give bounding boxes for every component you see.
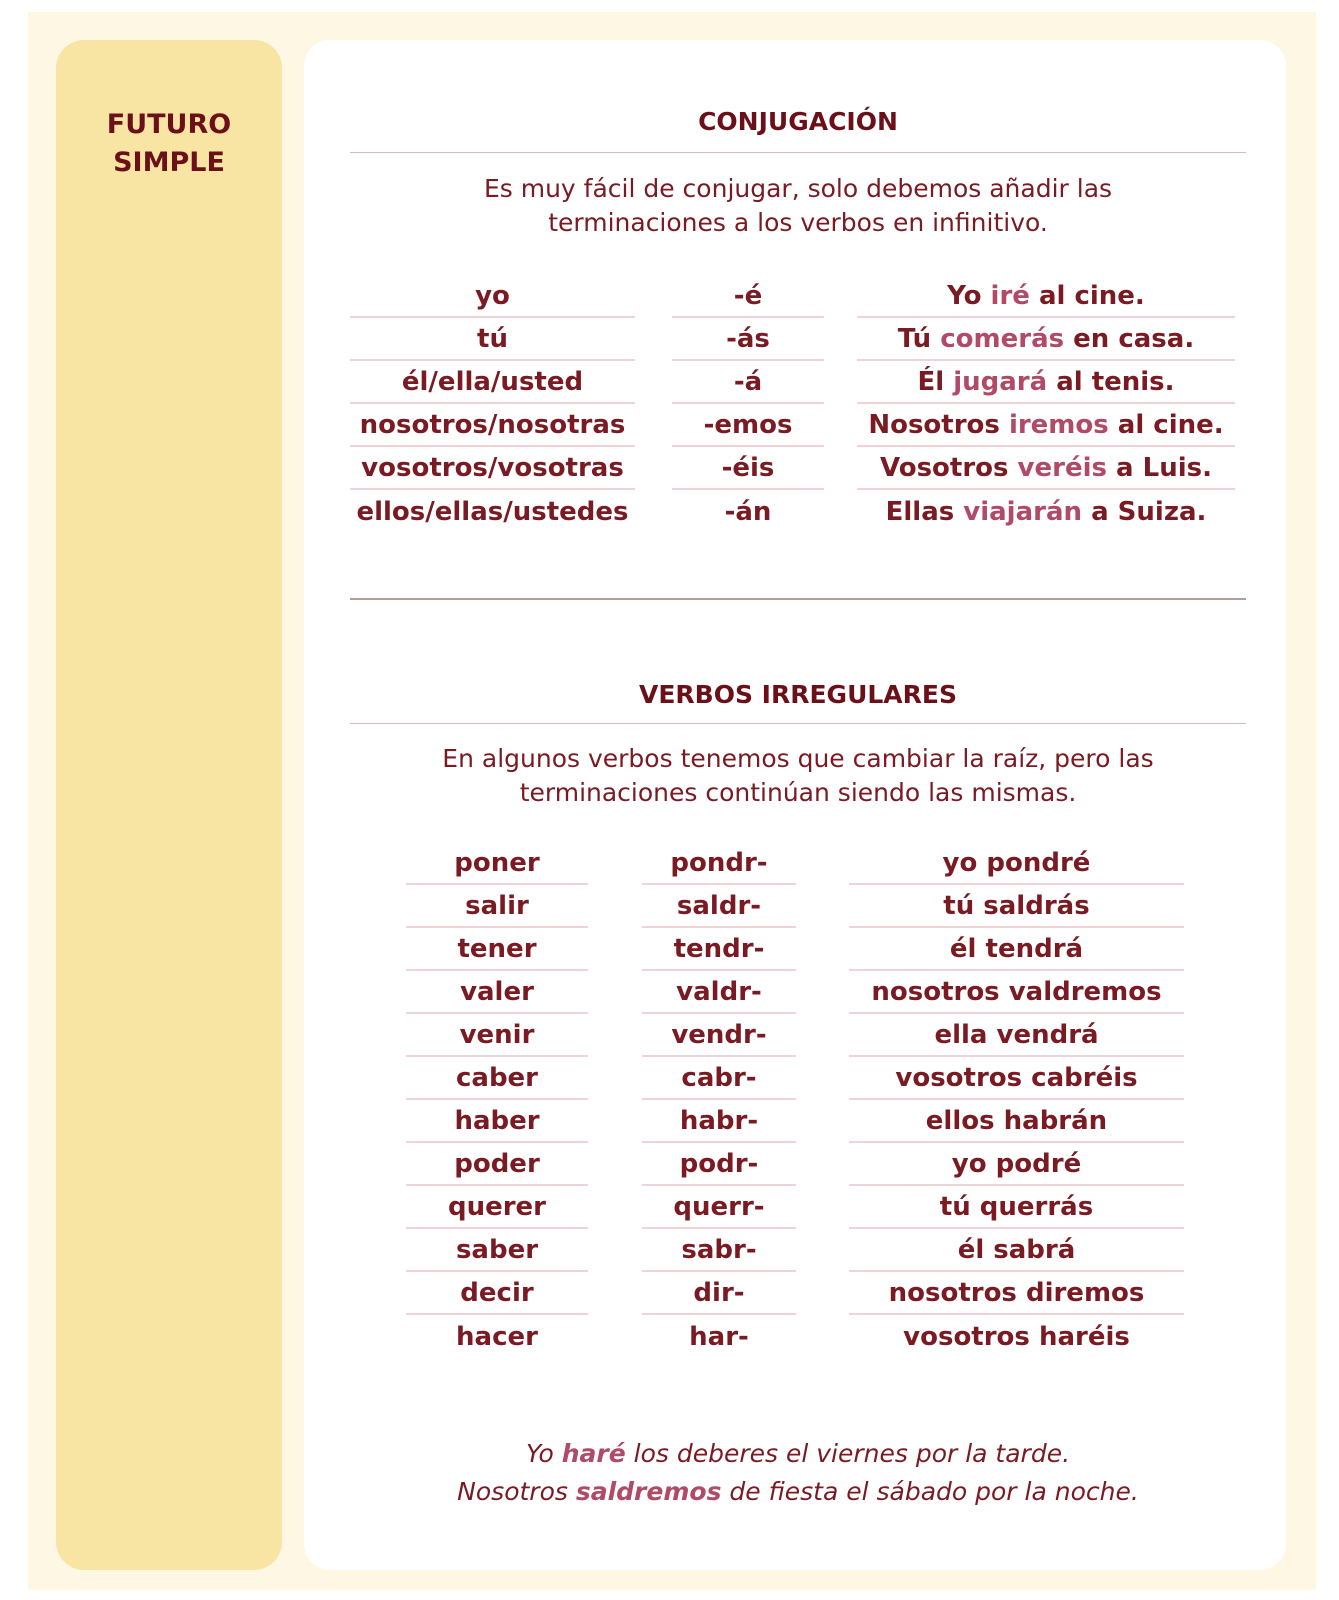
irregular-example-cell: ella vendrá xyxy=(849,1014,1184,1057)
conjugated-verb: iré xyxy=(990,280,1030,311)
example-line: Yo haré los deberes el viernes por la tarde. xyxy=(525,1439,1071,1468)
ending-cell: -án xyxy=(724,496,772,527)
root-cell: vendr- xyxy=(642,1014,796,1057)
infinitive-cell: decir xyxy=(406,1272,588,1315)
irregular-example-cell: ellos habrán xyxy=(849,1100,1184,1143)
example-column xyxy=(857,275,1235,533)
irregulares-intro: En algunos verbos tenemos que cambiar la raíz, pero las terminaciones continúan siendo las mismas. xyxy=(442,744,1154,807)
ending-cell: -éis xyxy=(672,447,824,490)
pronoun-cell: vosotros/vosotras xyxy=(350,447,635,490)
conjugated-verb: comerás xyxy=(940,323,1065,354)
sidebar-title: FUTURO SIMPLE xyxy=(106,109,232,178)
irregulares-title: VERBOS IRREGULARES xyxy=(638,680,957,709)
sidebar xyxy=(56,40,282,1570)
root-cell: habr- xyxy=(642,1100,796,1143)
conjugated-verb: jugará xyxy=(953,366,1048,397)
infinitive-column xyxy=(406,842,588,1358)
pronoun-cell: él/ella/usted xyxy=(350,361,635,404)
root-cell: pondr- xyxy=(642,842,796,885)
irregular-example-cell: yo pondré xyxy=(849,842,1184,885)
conjugated-verb: iremos xyxy=(1008,409,1109,440)
pronoun-cell: yo xyxy=(350,275,635,318)
irregular-example-cell: tú saldrás xyxy=(849,885,1184,928)
root-cell: har- xyxy=(689,1321,749,1352)
infinitive-cell: caber xyxy=(406,1057,588,1100)
example-sentence: Vosotros veréis a Luis. xyxy=(857,447,1235,490)
example-sentence: Tú comerás en casa. xyxy=(857,318,1235,361)
ending-cell: -ás xyxy=(672,318,824,361)
highlighted-verb: saldremos xyxy=(575,1477,722,1506)
root-cell: tendr- xyxy=(642,928,796,971)
root-cell: sabr- xyxy=(642,1229,796,1272)
ending-column xyxy=(672,275,824,533)
ending-cell: -é xyxy=(672,275,824,318)
root-cell: saldr- xyxy=(642,885,796,928)
root-cell: podr- xyxy=(642,1143,796,1186)
highlighted-verb: haré xyxy=(561,1439,626,1468)
irregular-example-column xyxy=(849,842,1184,1358)
irregular-example-cell: yo podré xyxy=(849,1143,1184,1186)
infinitive-cell: poder xyxy=(406,1143,588,1186)
infinitive-cell: querer xyxy=(406,1186,588,1229)
infinitive-cell: valer xyxy=(406,971,588,1014)
root-cell: querr- xyxy=(642,1186,796,1229)
ending-cell: -emos xyxy=(672,404,824,447)
irregulares-rule xyxy=(350,723,1246,724)
infinitive-cell: poner xyxy=(406,842,588,885)
irregular-example-cell: él sabrá xyxy=(849,1229,1184,1272)
example-sentences xyxy=(350,1435,1246,1511)
infinitive-cell: saber xyxy=(406,1229,588,1272)
irregular-example-cell: nosotros valdremos xyxy=(849,971,1184,1014)
example-sentence: Yo iré al cine. xyxy=(857,275,1235,318)
conjugacion-rule xyxy=(350,152,1246,153)
conjugated-verb: viajarán xyxy=(963,496,1083,527)
conjugated-verb: veréis xyxy=(1017,452,1107,483)
infinitive-cell: salir xyxy=(406,885,588,928)
conjugacion-title: CONJUGACIÓN xyxy=(698,107,898,136)
irregular-example-cell: vosotros cabréis xyxy=(849,1057,1184,1100)
example-line: Nosotros saldremos de fiesta el sábado por la noche. xyxy=(457,1477,1139,1506)
infinitive-cell: hacer xyxy=(456,1321,538,1352)
root-column xyxy=(642,842,796,1358)
example-sentence: Nosotros iremos al cine. xyxy=(857,404,1235,447)
infinitive-cell: tener xyxy=(406,928,588,971)
conjugacion-intro: Es muy fácil de conjugar, solo debemos añadir las terminaciones a los verbos en infinitivo. xyxy=(483,174,1113,237)
infinitive-cell: venir xyxy=(406,1014,588,1057)
root-cell: valdr- xyxy=(642,971,796,1014)
pronoun-cell: ellos/ellas/ustedes xyxy=(356,496,629,527)
pronoun-cell: nosotros/nosotras xyxy=(350,404,635,447)
pronoun-column xyxy=(350,275,635,533)
irregular-example-cell: él tendrá xyxy=(849,928,1184,971)
example-sentence: Ellas viajarán a Suiza. xyxy=(885,496,1207,527)
irregular-example-cell: nosotros diremos xyxy=(849,1272,1184,1315)
irregular-example-cell: tú querrás xyxy=(849,1186,1184,1229)
ending-cell: -á xyxy=(672,361,824,404)
section-divider xyxy=(350,598,1246,600)
example-sentence: Él jugará al tenis. xyxy=(857,361,1235,404)
root-cell: dir- xyxy=(642,1272,796,1315)
infinitive-cell: haber xyxy=(406,1100,588,1143)
pronoun-cell: tú xyxy=(350,318,635,361)
root-cell: cabr- xyxy=(642,1057,796,1100)
irregular-example-cell: vosotros haréis xyxy=(903,1321,1130,1352)
